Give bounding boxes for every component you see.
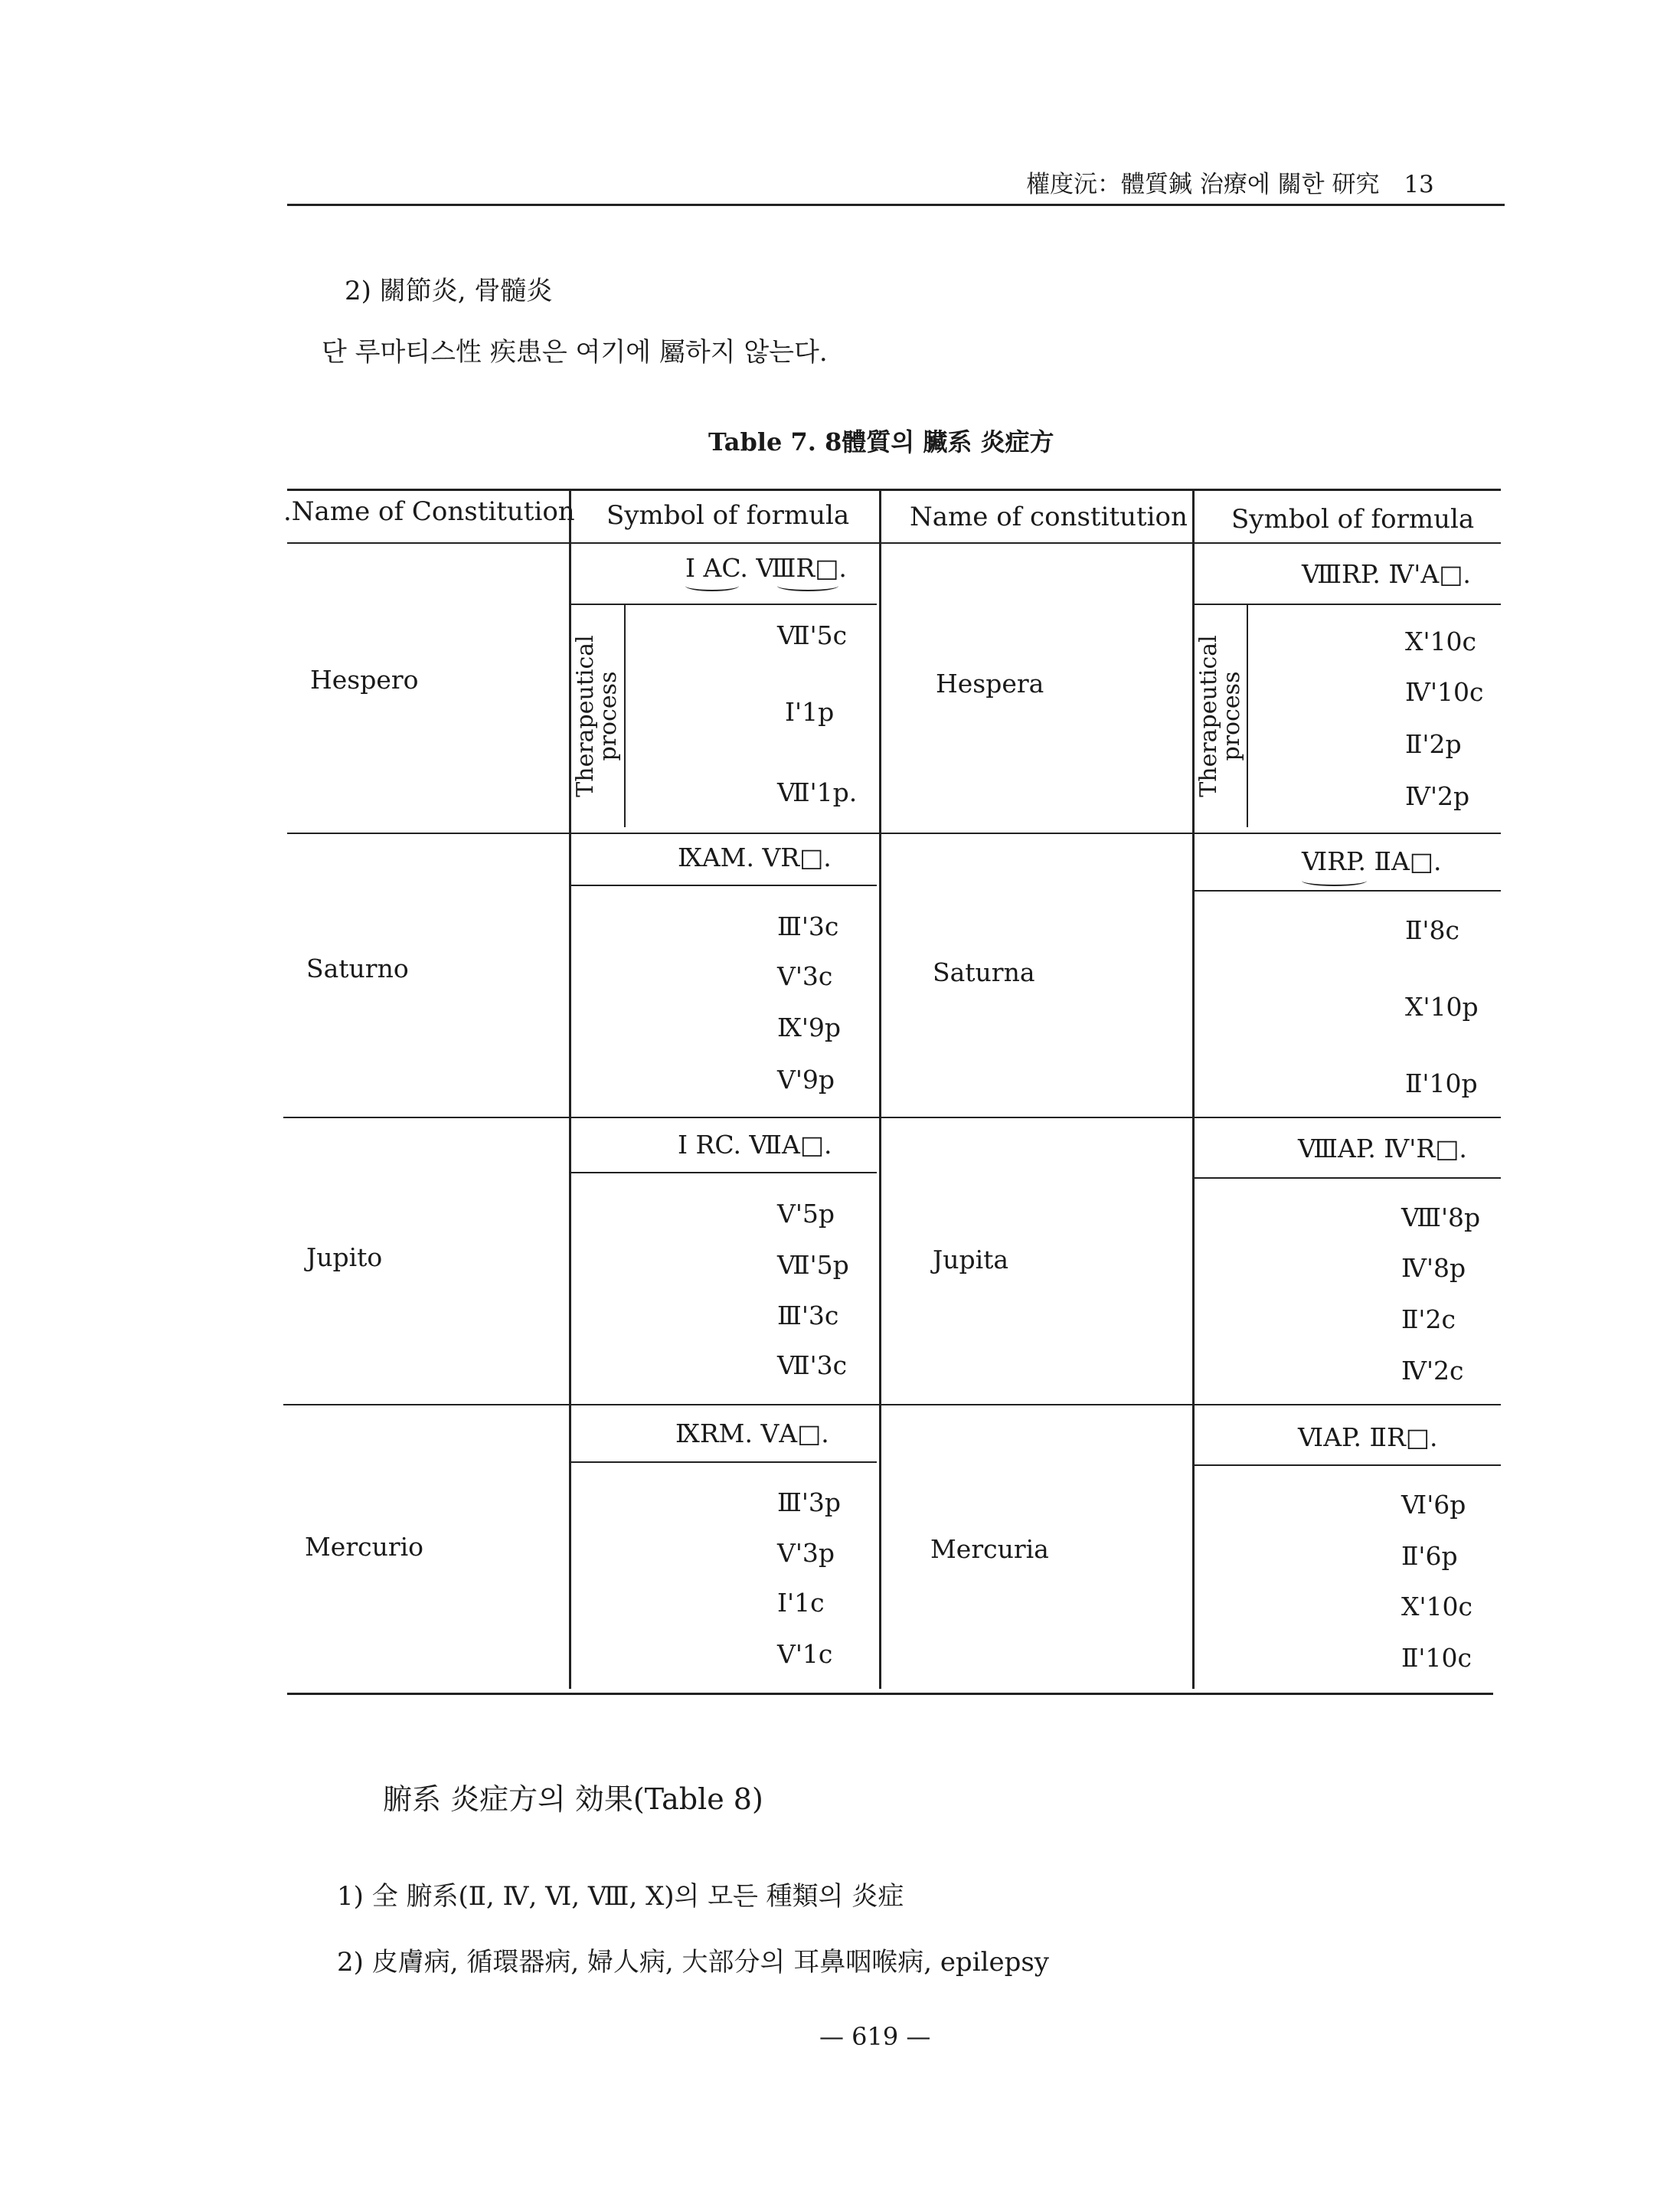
table-caption: Table 7. 8體質의 臟系 炎症方 (708, 427, 1054, 456)
process-step: Ⅱ'10c (1401, 1643, 1472, 1673)
process-step: Ⅶ'3c (777, 1350, 848, 1380)
formula-rule (570, 1461, 877, 1463)
constitution-name: Jupito (306, 1242, 383, 1272)
process-step: Ⅰ'1p (785, 697, 835, 727)
process-label-right (1195, 605, 1251, 827)
process-step: Ⅴ'3c (777, 961, 833, 991)
header-rule (287, 204, 1505, 206)
formula-rule (1195, 1464, 1501, 1466)
col-divider-3 (1192, 490, 1195, 1689)
process-label-line-1: Therapeutical (1195, 635, 1222, 797)
process-step: Ⅴ'5p (777, 1199, 835, 1229)
formula-symbol: ⅥAP. ⅡR□. (1298, 1422, 1438, 1452)
process-label-line-2: process (595, 671, 622, 761)
process-step: Ⅴ'3p (777, 1538, 835, 1568)
constitution-name: Saturno (306, 954, 409, 983)
header-bottom-rule (287, 542, 1501, 544)
process-step: Ⅶ'1p. (777, 777, 858, 807)
formula-rule (1195, 1177, 1501, 1179)
process-step: Ⅹ'10p (1405, 992, 1479, 1022)
header-title: 權度沅：體質鍼 治療에 關한 研究 (1026, 171, 1380, 198)
formula-brace (1302, 875, 1367, 886)
constitution-name: Hespera (936, 669, 1044, 699)
process-label-line-2: process (1218, 671, 1245, 761)
header-symbol-left: Symbol of formula (606, 500, 850, 531)
process-step: Ⅴ'1c (777, 1639, 833, 1669)
process-step: Ⅱ'8c (1405, 915, 1459, 945)
process-step: Ⅳ'8p (1401, 1253, 1466, 1283)
col-divider-1 (569, 490, 571, 1689)
section-item-1: 1) 全 腑系(Ⅱ, Ⅳ, Ⅵ, Ⅷ, Ⅹ)의 모든 種類의 炎症 (337, 1881, 904, 1912)
process-step: Ⅷ'8p (1401, 1202, 1481, 1232)
process-step: Ⅱ'10p (1405, 1068, 1478, 1098)
header-name-left: .Name of Constitution (283, 496, 575, 527)
intro-item-2: 2) 關節炎, 骨髓炎 (345, 276, 553, 306)
formula-symbol: ⅨRM. ⅤA□. (675, 1418, 829, 1448)
intro-note: 단 루마티스性 疾患은 여기에 屬하지 않는다. (322, 337, 828, 368)
process-step: Ⅹ'10c (1405, 627, 1477, 656)
process-step: Ⅹ'10c (1401, 1592, 1473, 1621)
formula-rule (570, 885, 877, 886)
process-step: Ⅲ'3p (777, 1487, 842, 1517)
running-header (1026, 165, 1434, 199)
formula-symbol: ⅥRP. ⅡA□. (1302, 846, 1442, 876)
constitution-name: Mercuria (930, 1534, 1049, 1564)
header-name-right: Name of constitution (910, 502, 1188, 532)
process-step: Ⅱ'6p (1401, 1541, 1458, 1571)
page-footer: — 619 — (819, 2022, 931, 2051)
formula-rule (570, 1172, 877, 1173)
constitution-name: Mercurio (305, 1532, 424, 1562)
process-step: Ⅸ'9p (777, 1013, 842, 1042)
row-rule-3 (283, 1404, 1501, 1405)
formula-rule (1195, 890, 1501, 892)
process-step: Ⅲ'3c (777, 1301, 839, 1330)
process-step: Ⅶ'5c (777, 620, 848, 650)
process-step: Ⅳ'2p (1405, 781, 1470, 811)
process-step: Ⅱ'2p (1405, 729, 1462, 759)
formula-symbol: ⅧAP. Ⅳ'R□. (1298, 1134, 1467, 1163)
process-label-line-1: Therapeutical (572, 635, 599, 797)
formula-brace (777, 581, 838, 591)
process-step: Ⅳ'2c (1401, 1356, 1464, 1386)
process-step: Ⅵ'6p (1401, 1490, 1466, 1520)
formula-brace (685, 581, 739, 591)
process-step: Ⅴ'9p (777, 1065, 835, 1094)
constitution-name: Hespero (310, 665, 419, 695)
process-step: Ⅶ'5p (777, 1250, 849, 1280)
formula-symbol: Ⅰ AC. ⅧR□. (685, 553, 847, 583)
row-rule-1 (287, 833, 1501, 834)
constitution-name: Jupita (933, 1245, 1009, 1274)
process-label-left (574, 605, 628, 827)
process-step: Ⅳ'10c (1405, 677, 1484, 707)
process-step: Ⅲ'3c (777, 911, 839, 941)
table-top-rule (287, 489, 1501, 491)
process-step: Ⅱ'2c (1401, 1304, 1456, 1334)
formula-symbol: Ⅰ RC. ⅦA□. (678, 1130, 832, 1160)
section-item-2: 2) 皮膚病, 循環器病, 婦人病, 大部分의 耳鼻咽喉病, epilepsy (337, 1947, 1049, 1978)
constitution-name: Saturna (933, 957, 1035, 987)
header-symbol-right: Symbol of formula (1231, 504, 1475, 535)
row-rule-2 (283, 1117, 1501, 1118)
formula-symbol: ⅧRP. Ⅳ'A□. (1302, 559, 1471, 589)
col-divider-2 (879, 490, 881, 1689)
header-page-number: 13 (1404, 171, 1434, 198)
formula-symbol: ⅨAM. ⅤR□. (678, 843, 832, 872)
process-step: Ⅰ'1c (777, 1588, 825, 1618)
table-bottom-rule (287, 1693, 1493, 1695)
section-title: 腑系 炎症方의 効果(Table 8) (383, 1782, 763, 1816)
